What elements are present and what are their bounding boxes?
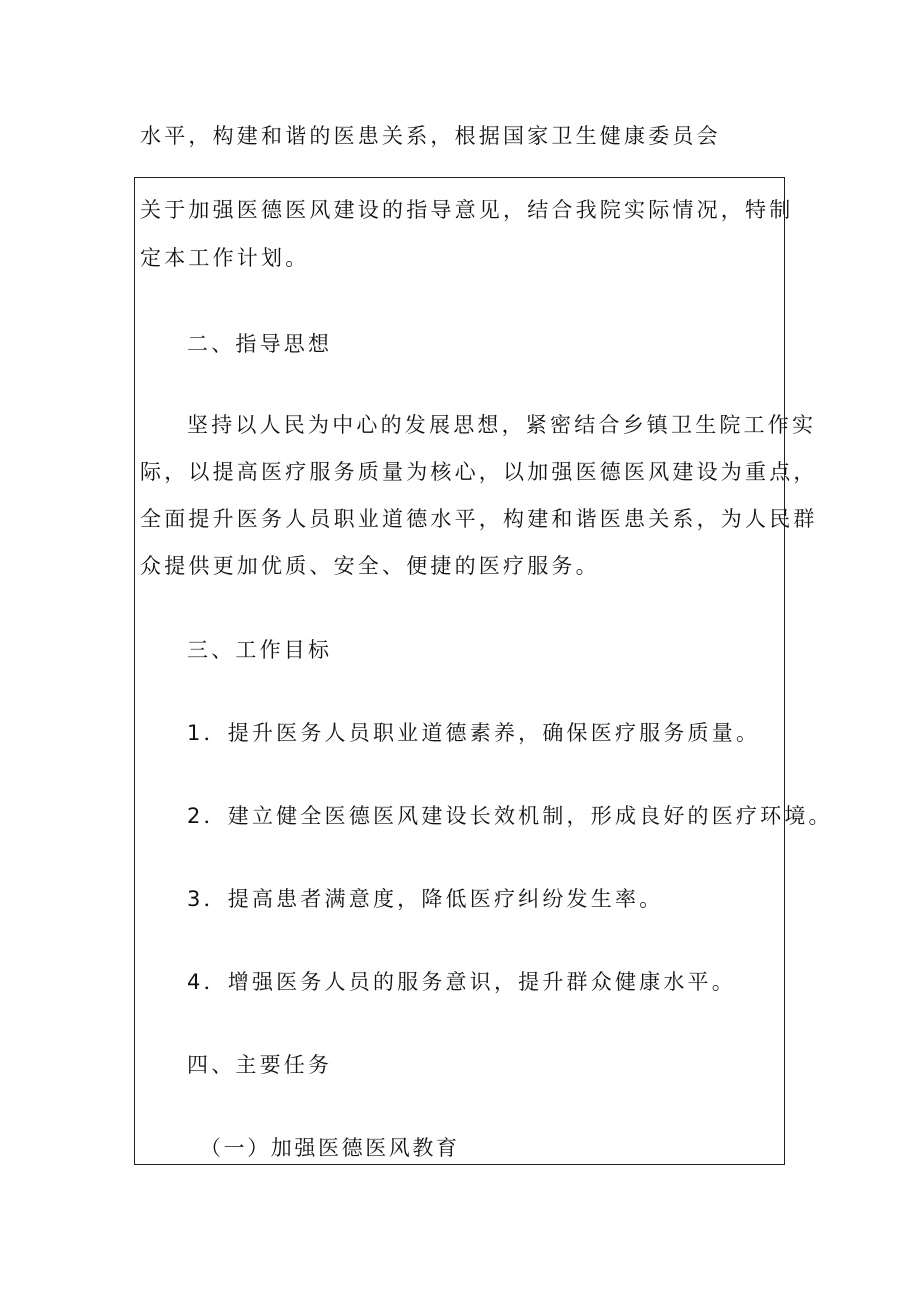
content-frame <box>134 177 785 1165</box>
section-3-heading: 三、工作目标 <box>187 638 333 662</box>
goal-item-2: 2．建立健全医德医风建设长效机制，形成良好的医疗环境。 <box>187 804 833 828</box>
goal-item-3: 3．提高患者满意度，降低医疗纠纷发生率。 <box>187 887 664 911</box>
goal-item-1: 1．提升医务人员职业道德素养，确保医疗服务质量。 <box>187 721 761 745</box>
section-4-subheading: （一）加强医德医风教育 <box>200 1136 460 1160</box>
section-2-para-line-4: 众提供更加优质、安全、便捷的医疗服务。 <box>140 554 600 578</box>
intro-line-2: 定本工作计划。 <box>140 246 310 270</box>
section-2-para-line-2: 际，以提高医疗服务质量为核心，以加强医德医风建设为重点， <box>140 460 818 484</box>
section-2-para-line-3: 全面提升医务人员职业道德水平，构建和谐医患关系，为人民群 <box>140 507 818 531</box>
intro-line-1: 关于加强医德医风建设的指导意见，结合我院实际情况，特制 <box>140 198 794 222</box>
lead-line: 水平，构建和谐的医患关系，根据国家卫生健康委员会 <box>140 124 721 148</box>
goal-item-4: 4．增强医务人员的服务意识，提升群众健康水平。 <box>187 970 736 994</box>
section-2-para-line-1: 坚持以人民为中心的发展思想，紧密结合乡镇卫生院工作实 <box>187 413 817 437</box>
section-4-heading: 四、主要任务 <box>187 1053 333 1077</box>
section-2-heading: 二、指导思想 <box>187 332 333 356</box>
